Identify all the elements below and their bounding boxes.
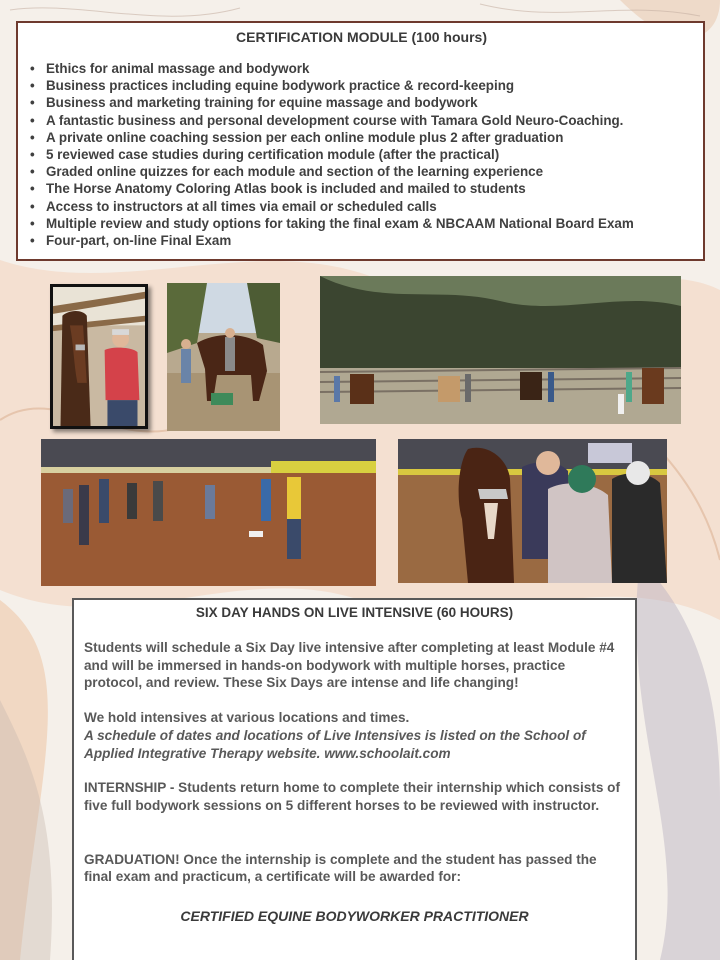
list-item [30, 60, 693, 77]
bullet: • [30, 198, 35, 214]
intensive-locations: We hold intensives at various locations and times. [84, 710, 410, 726]
certification-module-panel [16, 21, 705, 261]
list-item-text: Four-part, on-line Final Exam [46, 233, 232, 249]
list-item [30, 77, 693, 94]
list-item-text: Ethics for animal massage and bodywork [46, 61, 310, 76]
photo-students-outdoors [167, 283, 280, 431]
list-item-text: Access to instructors at all times via email or scheduled calls [46, 198, 437, 214]
list-item-text: 5 reviewed case studies during certification module (after the practical) [46, 147, 500, 163]
bullet: • [30, 95, 35, 111]
certification-list [30, 60, 693, 249]
bullet: • [30, 78, 35, 94]
list-item [30, 163, 693, 180]
photo-paddock-group [320, 276, 681, 424]
list-item [30, 198, 693, 215]
bullet: • [30, 129, 35, 145]
bullet: • [30, 61, 35, 76]
bullet: • [30, 215, 35, 231]
bullet: • [30, 233, 35, 249]
list-item-text: The Horse Anatomy Coloring Atlas book is included and mailed to students [46, 181, 526, 197]
certificate-title: CERTIFIED EQUINE BODYWORKER PRACTITIONER [180, 908, 529, 925]
intensive-heading: SIX DAY HANDS ON LIVE INTENSIVE (60 HOURS) [195, 605, 514, 620]
graduation-text: GRADUATION! Once the internship is complete and the student has passed the final exam and practicum, a certificate will be awarded for: [84, 851, 597, 885]
list-item [30, 129, 693, 146]
photo-arena-exercise [41, 439, 376, 586]
intensive-schedule-note: A schedule of dates and locations of Live Intensives is listed on the School of Applied Integrative Therapy website. www.schoolait.com [84, 727, 586, 761]
list-item [30, 215, 693, 232]
live-intensive-panel [72, 598, 637, 960]
bullet: • [30, 147, 35, 163]
list-item [30, 94, 693, 111]
bullet: • [30, 112, 35, 128]
list-item [30, 146, 693, 163]
bullet: • [30, 164, 35, 180]
list-item-text: A private online coaching session per each online module plus 2 after graduation [46, 129, 564, 145]
list-item-text: Business and marketing training for equine massage and bodywork [46, 95, 478, 111]
list-item-text: Graded online quizzes for each module and section of the learning experience [46, 164, 544, 180]
list-item [30, 112, 693, 129]
bullet: • [30, 181, 35, 197]
certification-heading: CERTIFICATION MODULE (100 hours) [236, 29, 487, 45]
photo-woman-with-horse [50, 284, 148, 429]
list-item [30, 180, 693, 197]
list-item [30, 232, 693, 249]
list-item-text: Business practices including equine bodywork practice & record-keeping [46, 78, 515, 94]
list-item-text: A fantastic business and personal development course with Tamara Gold Neuro-Coaching. [46, 112, 624, 128]
photo-horse-closeup [398, 439, 667, 583]
list-item-text: Multiple review and study options for taking the final exam & NBCAAM National Board Exam [46, 215, 634, 231]
intensive-description: Students will schedule a Six Day live intensive after completing at least Module #4 and will be immersed in hands-on bodywork with multiple horses, practice protocol, and review. These Six Days are intense and life changing! [84, 640, 615, 691]
internship-text: INTERNSHIP - Students return home to complete their internship which consists of five full bodywork sessions on 5 different horses to be reviewed with instructor. [84, 780, 621, 813]
